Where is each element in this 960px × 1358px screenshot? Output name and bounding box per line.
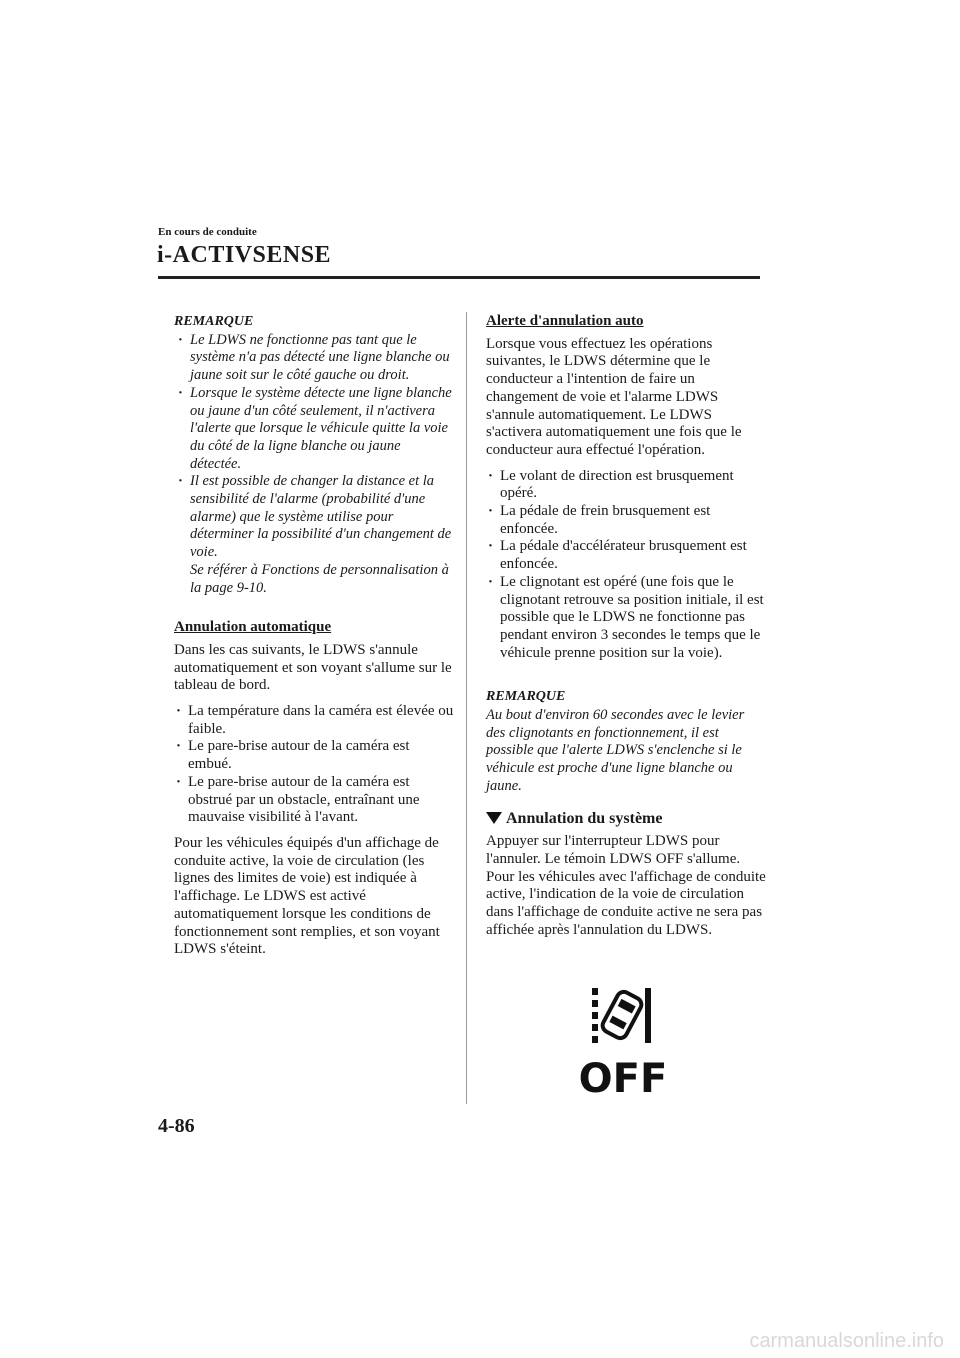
- note-item: [174, 473, 454, 597]
- ldws-off-icon: [578, 988, 668, 1094]
- auto-cancel-outro: Pour les véhicules équipés d'un affichage de conduite active, la voie de circulation (les lignes des limites de voie) est indiquée à l'affichage. Le LDWS est activé automatiquement lorsque les conditions de fonctionnement sont remplies, et son voyant LDWS s'éteint.: [174, 834, 440, 958]
- note-text: Au bout d'environ 60 secondes avec le levier des clignotants en fonctionnement, il est possible que l'alerte LDWS s'enclenche si le véhicule est proche d'une ligne blanche ou jaune.: [486, 707, 745, 794]
- ldws-off-label: OFF: [578, 1056, 668, 1094]
- note-title: REMARQUE: [486, 689, 566, 705]
- system-cancel-heading-text: Annulation du système: [506, 809, 663, 827]
- note-reference: Se référer à Fonctions de personnalisation à la page 9-10.: [190, 561, 449, 596]
- note-item: · Lorsque le système détecte une ligne blanche ou jaune d'un côté seulement, il n'activera l'alerte que lorsque le véhicule quitte la voie du côté de la ligne blanche ou jaune détectée.: [174, 385, 454, 474]
- system-cancel-heading: [486, 810, 766, 828]
- column-divider: [466, 312, 467, 1104]
- left-column: [174, 313, 454, 967]
- auto-cancel-heading: Annulation automatique: [174, 619, 332, 636]
- right-column: [486, 313, 766, 948]
- auto-cancel-list: [174, 703, 454, 827]
- auto-alert-heading: Alerte d'annulation auto: [486, 313, 644, 329]
- watermark: carmanualsonline.info: [749, 1330, 944, 1352]
- list-item: · Le pare-brise autour de la caméra est embué.: [174, 738, 454, 773]
- list-item: · La pédale d'accélérateur brusquement est enfoncée.: [486, 538, 766, 573]
- triangle-down-icon: [486, 812, 502, 824]
- list-item: · La pédale de frein brusquement est enfoncée.: [486, 503, 766, 538]
- note-list: [174, 332, 454, 598]
- page-number: 4-86: [158, 1115, 195, 1137]
- auto-alert-list: [486, 468, 766, 663]
- header-rule: [158, 276, 760, 279]
- note-item: · Le LDWS ne fonctionne pas tant que le système n'a pas détecté une ligne blanche ou jaune soit sur le côté gauche ou droit.: [174, 332, 454, 385]
- list-item: · Le clignotant est opéré (une fois que le clignotant retrouve sa position initiale, il est possible que le LDWS ne fonctionne pas pendant environ 3 secondes le temps que le véhicule prenne position sur la voie).: [486, 574, 766, 663]
- note-box-left: [174, 313, 454, 597]
- list-item: · La température dans la caméra est élevée ou faible.: [174, 703, 454, 738]
- note-item-text: Il est possible de changer la distance et la sensibilité de l'alarme (probabilité d'une alarme) que le système utilise pour déterminer la possibilité d'un changement de voie.: [190, 473, 452, 561]
- chapter-title: i-ACTIVSENSE: [157, 242, 332, 268]
- auto-alert-intro: Lorsque vous effectuez les opérations suivantes, le LDWS détermine que le conducteur a l'intention de faire un changement de voie et l'alarme LDWS s'annule automatiquement. Le LDWS s'activera automatiquement une fois que le conducteur aura effectué l'opération.: [486, 335, 742, 458]
- section-label: En cours de conduite: [158, 226, 257, 238]
- note-box-right: [486, 688, 766, 795]
- auto-cancel-intro: Dans les cas suivants, le LDWS s'annule automatiquement et son voyant s'allume sur le tableau de bord.: [174, 641, 452, 694]
- system-cancel-text: Appuyer sur l'interrupteur LDWS pour l'annuler. Le témoin LDWS OFF s'allume. Pour les véhicules avec l'affichage de conduite active, l'indication de la voie de circulation dans l'affichage de conduite active ne sera pas affichée après l'annulation du LDWS.: [486, 833, 766, 938]
- list-item: · Le pare-brise autour de la caméra est obstrué par un obstacle, entraînant une mauvaise visibilité à l'avant.: [174, 774, 454, 827]
- note-title: REMARQUE: [174, 314, 254, 329]
- list-item: · Le volant de direction est brusquement opéré.: [486, 468, 766, 503]
